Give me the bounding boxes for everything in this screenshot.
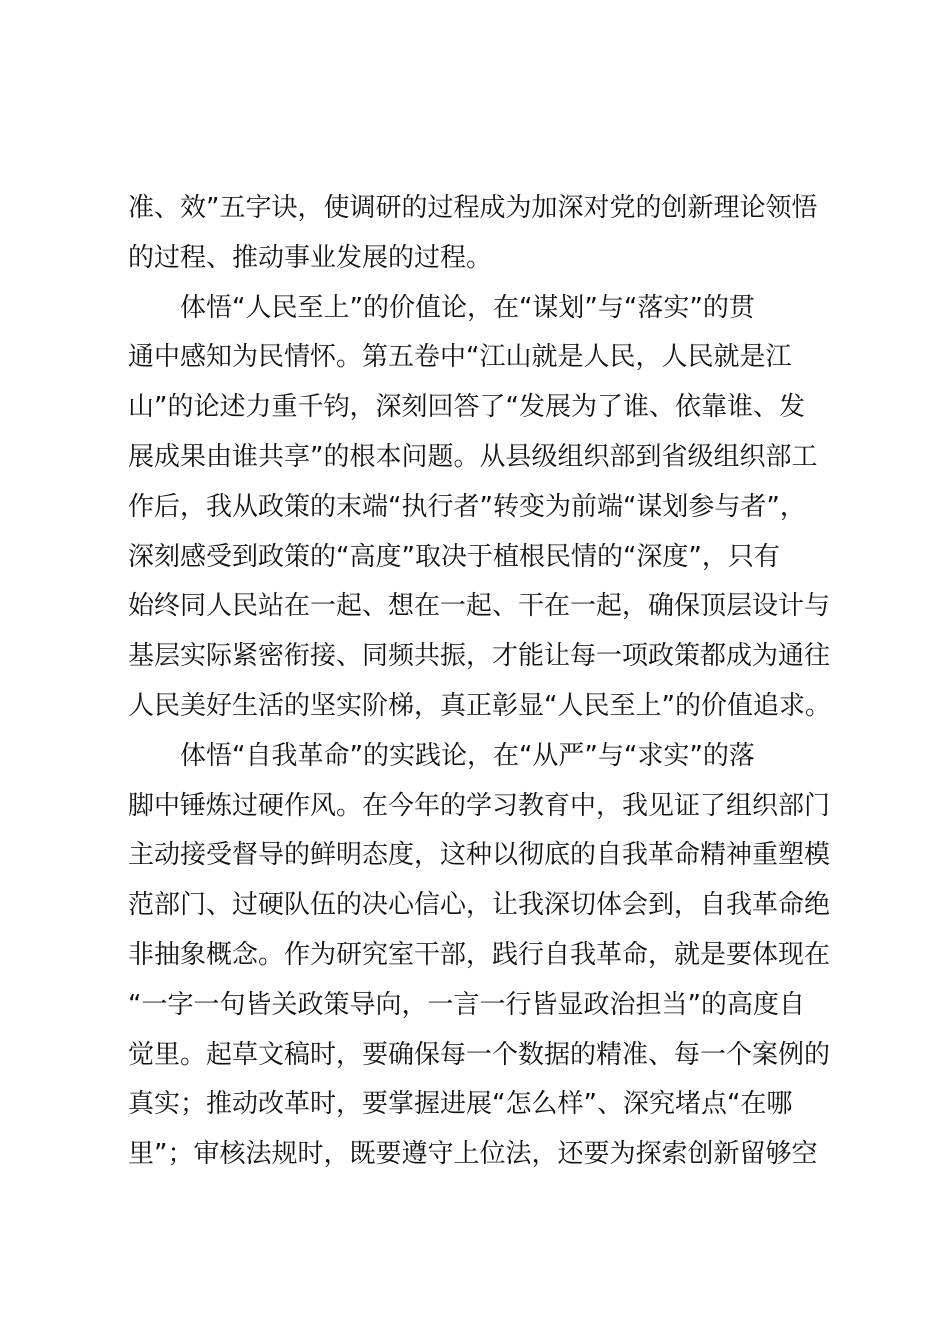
text-line: 真实；推动改革时，要掌握进展“怎么样”、深究堵点“在哪 — [128, 1089, 793, 1120]
text-line: 始终同人民站在一起、想在一起、干在一起，确保顶层设计与 — [128, 591, 831, 622]
text-line: 体悟“自我革命”的实践论，在“从严”与“求实”的落 — [180, 740, 755, 771]
text-line: “一字一句皆关政策导向，一言一行皆显政治担当”的高度自 — [128, 989, 805, 1020]
text-line: 体悟“人民至上”的价值论，在“谋划”与“落实”的贯 — [180, 292, 755, 323]
text-line: 山”的论述力重千钧，深刻回答了“发展为了谁、依靠谁、发 — [128, 392, 805, 423]
text-line: 准、效”五字诀，使调研的过程成为加深对党的创新理论领悟 — [128, 193, 818, 223]
text-line: 范部门、过硬队伍的决心信心，让我深切体会到，自我革命绝 — [128, 890, 831, 921]
text-line: 的过程、推动事业发展的过程。 — [128, 242, 493, 273]
text-line: 基层实际紧密衔接、同频共振，才能让每一项政策都成为通往 — [128, 641, 831, 672]
text-line: 觉里。起草文稿时，要确保每一个数据的精准、每一个案例的 — [128, 1039, 831, 1070]
text-line: 里”；审核法规时，既要遵守上位法，还要为探索创新留够空 — [128, 1139, 818, 1170]
text-line: 展成果由谁共享”的根本问题。从县级组织部到省级组织部工 — [128, 441, 818, 472]
text-line: 通中感知为民情怀。第五卷中“江山就是人民，人民就是江 — [128, 342, 792, 373]
body-text — [128, 184, 838, 1180]
text-line: 非抽象概念。作为研究室干部，践行自我革命，就是要体现在 — [128, 939, 831, 970]
text-line: 脚中锤炼过硬作风。在今年的学习教育中，我见证了组织部门 — [128, 790, 831, 821]
text-line: 作后，我从政策的末端“执行者”转变为前端“谋划参与者”， — [128, 491, 806, 522]
text-line: 主动接受督导的鲜明态度，这种以彻底的自我革命精神重塑模 — [128, 840, 831, 871]
text-line: 人民美好生活的坚实阶梯，真正彰显“人民至上”的价值追求。 — [128, 690, 831, 721]
text-line: 深刻感受到政策的“高度”取决于植根民情的“深度”，只有 — [128, 541, 780, 572]
